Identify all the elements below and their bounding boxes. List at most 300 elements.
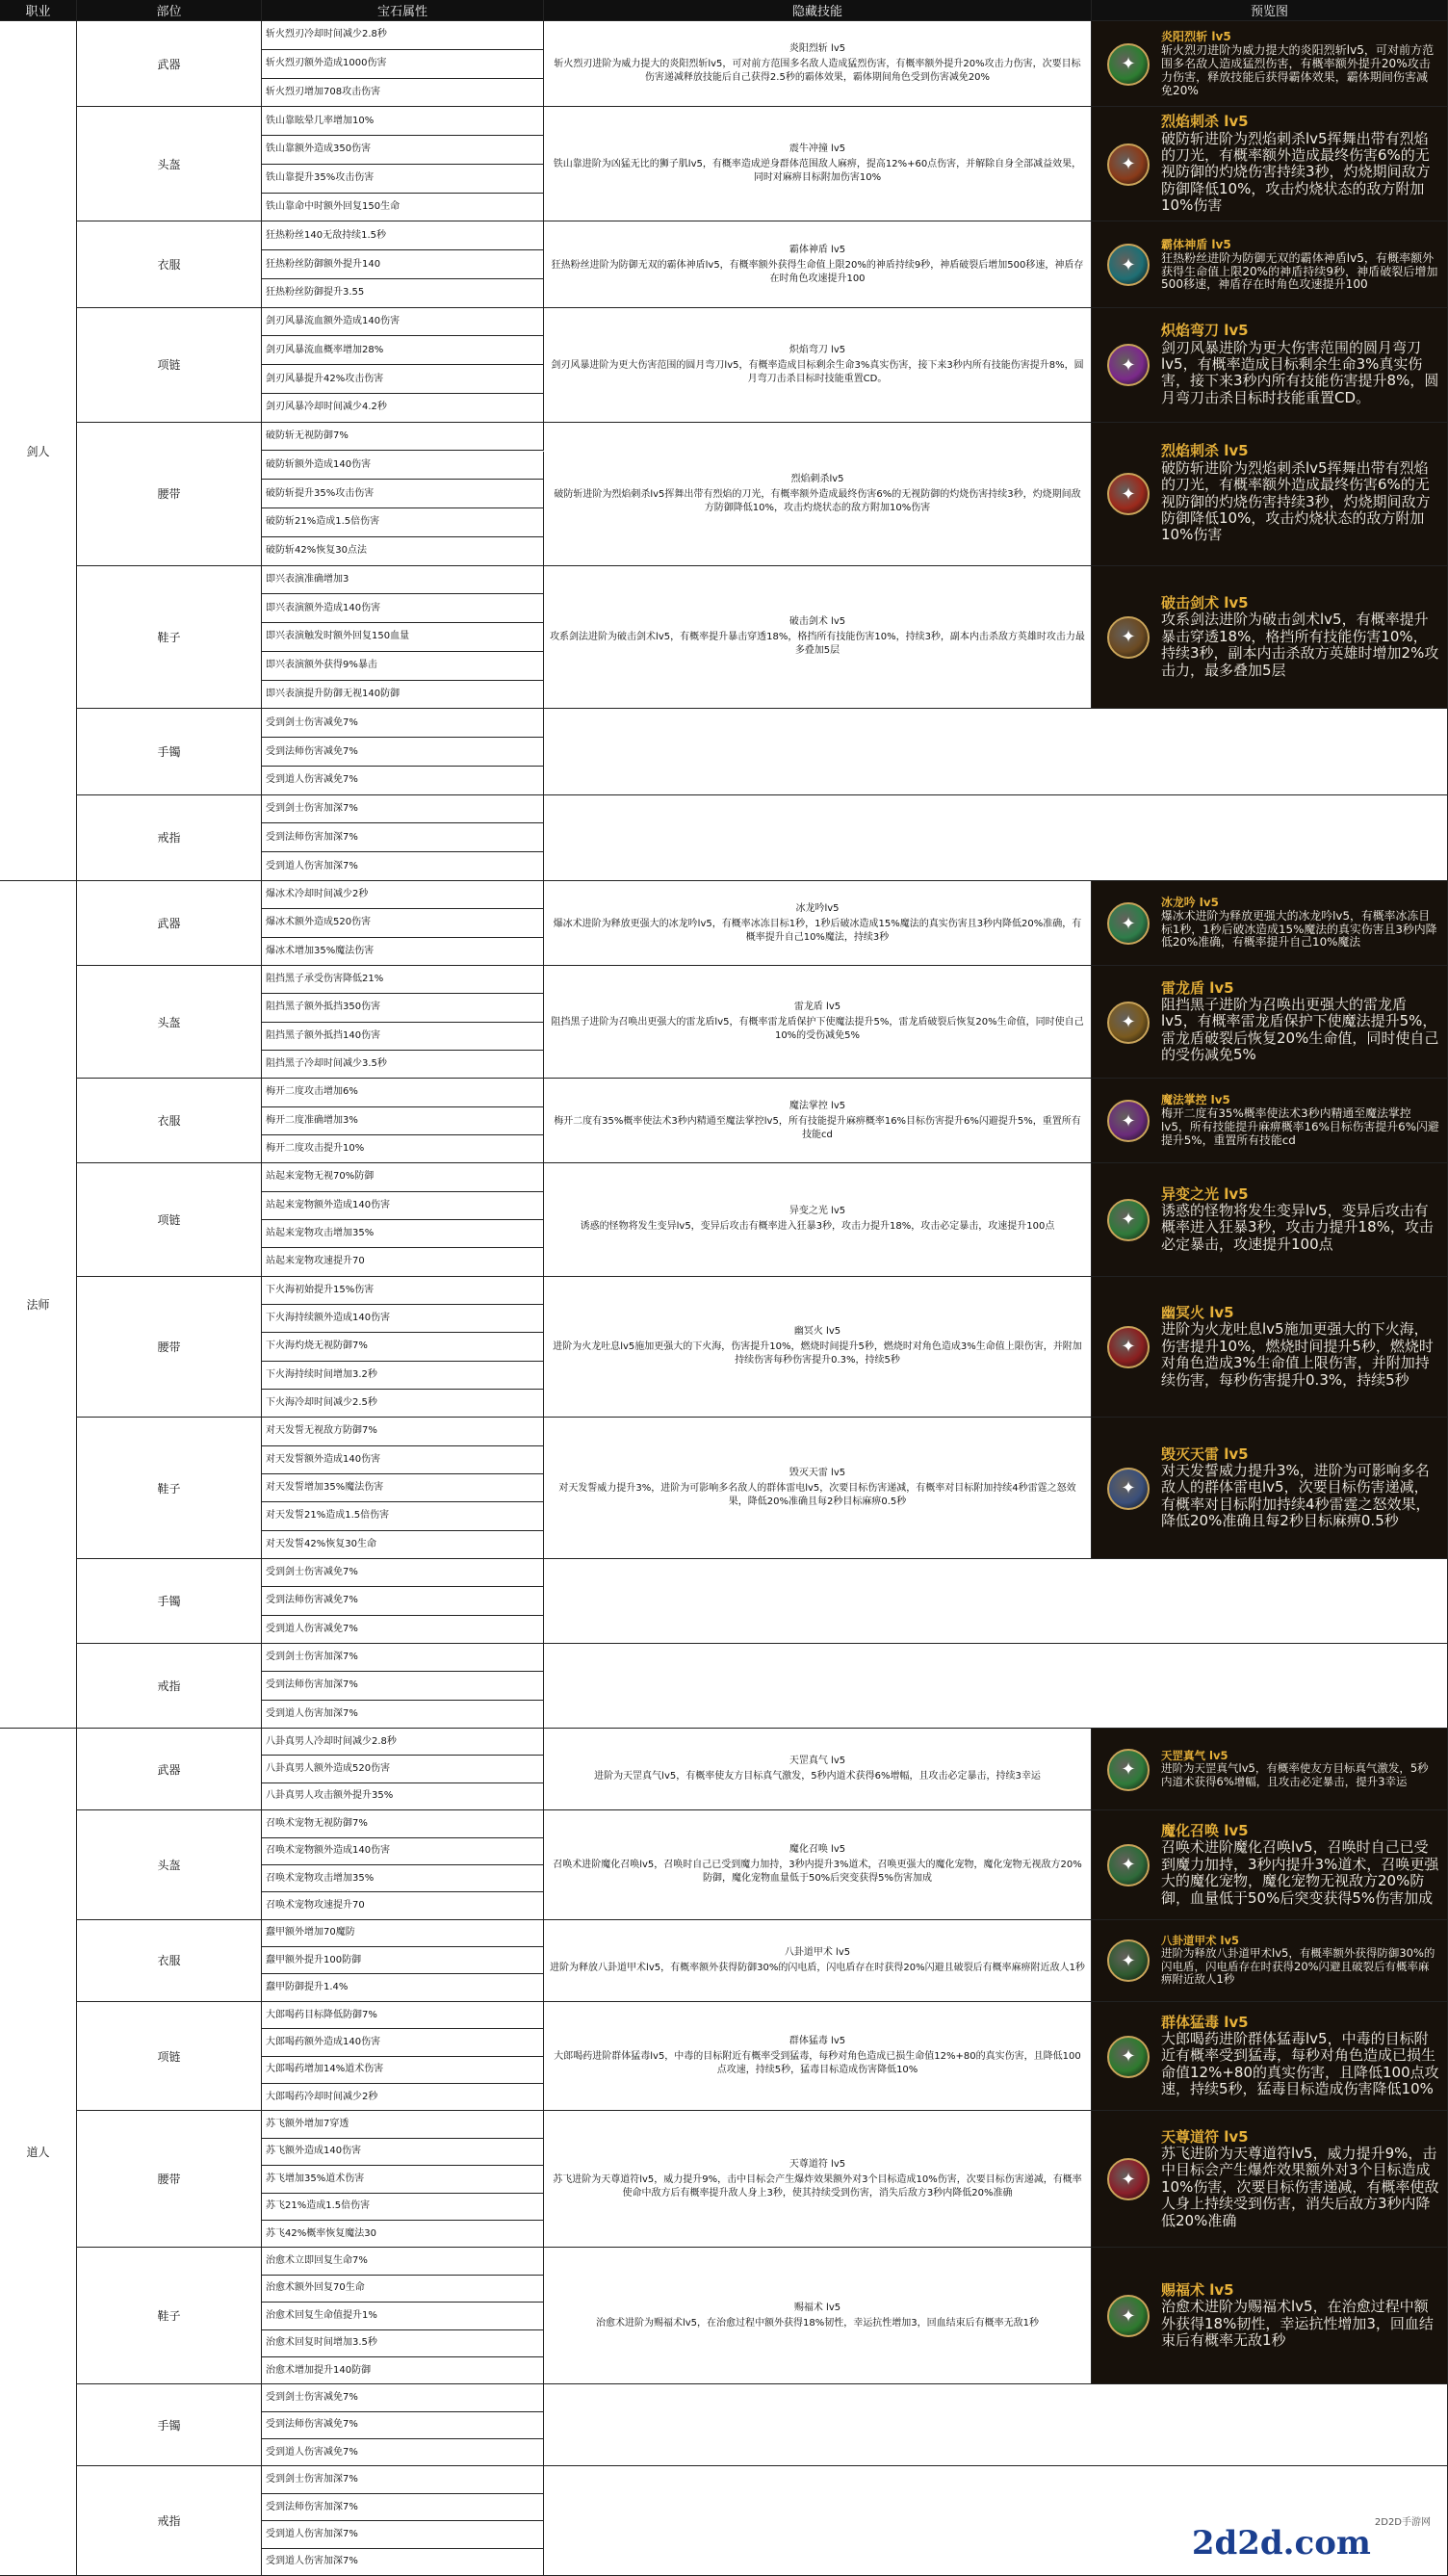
gem-attribute-text: 破防斩额外造成140伤害 — [266, 458, 372, 470]
gem-attribute-text: 受到剑士伤害减免7% — [266, 716, 358, 728]
preview-text-block — [1161, 427, 1439, 561]
preview-skill-text: 进阶为释放八卦道甲术lv5，有概率额外获得防御30%的闪电盾，闪电盾存在时获得20%闪避且破裂后有概率麻痹附近敌人1秒 — [1161, 1946, 1435, 1987]
hidden-skill-cell — [544, 2111, 1092, 2248]
part-name: 腰带 — [157, 1340, 181, 1354]
taoist-talisman-icon: ✦ — [1107, 2158, 1150, 2200]
gem-attribute-text: 对天发誓增加35%魔法伤害 — [266, 1482, 384, 1494]
gem-attribute-cell — [262, 1974, 544, 2001]
part-name: 项链 — [157, 358, 181, 373]
gem-attribute-cell — [262, 2439, 544, 2466]
skill-description: 进阶为天罡真气lv5，有概率使友方目标真气激发，5秒内道术获得6%增幅，且攻击必定暴击，持续3幸运 — [594, 1771, 1041, 1782]
gem-attribute-text: 蠢甲额外提升100防御 — [266, 1954, 362, 1965]
part-name: 戒指 — [157, 2514, 181, 2529]
gem-attribute-text: 阻挡黑子冷却时间减少3.5秒 — [266, 1058, 387, 1070]
poison-cloud-icon: ✦ — [1107, 2036, 1150, 2078]
preview-text-block — [1161, 2251, 1439, 2380]
part-name: 手镯 — [157, 745, 181, 760]
gem-attribute-text: 受到剑士伤害加深7% — [266, 1652, 358, 1663]
preview-skill-title: 魔化召唤 lv5 — [1161, 1821, 1249, 1839]
gem-attribute-text: 下火海持续时间增加3.2秒 — [266, 1368, 377, 1380]
gem-attribute-text: 阻挡黑子额外抵挡140伤害 — [266, 1029, 381, 1041]
preview-skill-title: 烈焰刺杀 lv5 — [1161, 113, 1249, 131]
part-cell — [77, 221, 262, 307]
gem-attribute-text: 铁山靠提升35%攻击伤害 — [266, 172, 375, 184]
gem-attribute-cell — [262, 1920, 544, 1947]
gem-attribute-text: 狂热粉丝防御提升3.55 — [266, 287, 365, 299]
gem-attribute-text: 八卦真男人额外造成520伤害 — [266, 1763, 391, 1775]
skill-description: 狂热粉丝进阶为防御无双的霸体神盾lv5，有概率额外获得生命值上限20%的神盾持续9秒，神盾破裂后增加500移速，神盾存在时角色攻速提升100 — [551, 259, 1084, 284]
gem-attribute-cell — [262, 107, 544, 136]
gem-attribute-text: 剑刃风暴流血额外造成140伤害 — [266, 316, 401, 327]
hidden-skill-cell — [544, 2248, 1092, 2384]
hidden-skill-cell — [544, 566, 1092, 710]
hidden-skill-cell — [544, 2002, 1092, 2112]
preview-skill-text: 剑刃风暴进阶为更大伤害范围的圆月弯刀lv5，有概率造成目标剩余生命3%真实伤害，接下来3秒内所有技能伤害提升8%，圆月弯刀击杀目标时技能重置CD。 — [1161, 338, 1439, 406]
gem-attribute-cell — [262, 2166, 544, 2193]
gem-attribute-cell — [262, 2194, 544, 2221]
part-cell — [77, 1644, 262, 1729]
gem-attribute-text: 下火海冷却时间减少2.5秒 — [266, 1397, 377, 1409]
gem-attribute-text: 站起来宠物攻速提升70 — [266, 1256, 365, 1267]
gem-attribute-cell — [262, 1079, 544, 1106]
skill-description: 剑刃风暴进阶为更大伤害范围的圆月弯刀lv5，有概率造成目标剩余生命3%真实伤害，接下来3秒内所有技能伤害提升8%，圆月弯刀击杀目标时技能重置CD。 — [551, 359, 1084, 384]
gem-attribute-text: 受到道人伤害加深7% — [266, 2556, 358, 2567]
gem-attribute-text: 剑刃风暴冷却时间减少4.2秒 — [266, 402, 387, 413]
gem-attribute-text: 受到道人伤害减免7% — [266, 774, 358, 786]
part-name: 戒指 — [157, 1679, 181, 1693]
preview-text-block — [1161, 885, 1439, 961]
gem-attribute-text: 蠢甲防御提升1.4% — [266, 1982, 349, 1993]
gem-attribute-text: 受到道人伤害加深7% — [266, 860, 358, 872]
gem-attribute-cell — [262, 2111, 544, 2138]
gem-attribute-text: 召唤术宠物攻速提升70 — [266, 1900, 365, 1911]
preview-skill-text: 斩火烈刃进阶为威力提大的炎阳烈斩lv5，可对前方范围多名敌人造成猛烈伤害，有概率额外提升20%攻击力伤害，释放技能后获得霸体效果，霸体期间伤害减免20% — [1161, 43, 1435, 98]
gem-attribute-cell — [262, 2139, 544, 2166]
gem-attribute-text: 下火海初始提升15%伤害 — [266, 1284, 375, 1295]
skill-description: 攻系剑法进阶为破击剑术lv5，有概率提升暴击穿透18%，格挡所有技能伤害10%，持续3秒，副本内击杀敌方英雄时攻击力最多叠加5层 — [550, 632, 1085, 657]
skill-preview-card — [1092, 107, 1448, 221]
skill-description: 对天发誓威力提升3%，进阶为可影响多名敌人的群体雷电lv5，次要目标伤害递减，有概率对目标附加持续4秒雷霆之怒效果，降低20%准确且每2秒目标麻痹0.5秒 — [558, 1483, 1076, 1508]
skill-description: 进阶为释放八卦道甲术lv5，有概率额外获得防御30%的闪电盾，闪电盾存在时获得20%闪避且破裂后有概率麻痹附近敌人1秒 — [550, 1962, 1085, 1973]
gem-attribute-cell — [262, 2002, 544, 2029]
bagua-armor-icon: ✦ — [1107, 1939, 1150, 1982]
gem-attribute-text: 大郎喝药冷却时间减少2秒 — [266, 2091, 378, 2102]
gem-attribute-cell — [262, 1810, 544, 1837]
gem-attribute-cell — [262, 909, 544, 937]
preview-skill-text: 狂热粉丝进阶为防御无双的霸体神盾lv5，有概率额外获得生命值上限20%的神盾持续9秒，神盾破裂后增加500移速，神盾存在时角色攻速提升100 — [1161, 250, 1438, 292]
empty-skill-cell — [544, 795, 1448, 881]
gem-attribute-text: 治愈术立即回复生命7% — [266, 2255, 368, 2267]
gem-attribute-text: 破防斩无视防御7% — [266, 430, 349, 442]
preview-text-block — [1161, 1924, 1439, 1997]
part-cell — [77, 1729, 262, 1810]
glowing-ring-icon: ✦ — [1107, 43, 1150, 86]
part-cell — [77, 2384, 262, 2466]
skill-name: 炽焰弯刀 lv5 — [789, 344, 846, 355]
part-name: 头盔 — [157, 1858, 181, 1872]
skill-preview-card — [1092, 1920, 1448, 2002]
preview-skill-title: 天罡真气 lv5 — [1161, 1749, 1228, 1763]
gem-attribute-cell — [262, 1192, 544, 1220]
part-cell — [77, 2248, 262, 2384]
skill-name: 幽冥火 lv5 — [793, 1326, 841, 1338]
hidden-skill-cell — [544, 1810, 1092, 1920]
gem-attribute-cell — [262, 21, 544, 50]
part-name: 武器 — [157, 1762, 181, 1777]
preview-text-block — [1161, 1421, 1439, 1554]
skill-preview-card — [1092, 566, 1448, 710]
gem-attribute-text: 八卦真男人冷却时间减少2.8秒 — [266, 1735, 397, 1747]
gem-attribute-cell — [262, 2466, 544, 2493]
watermark-logo: 2d2d.com — [1191, 2524, 1371, 2563]
gem-attribute-text: 梅开二度攻击提升10% — [266, 1143, 365, 1155]
gem-attribute-text: 即兴表演额外造成140伤害 — [266, 602, 381, 613]
gem-attribute-cell — [262, 823, 544, 852]
part-cell — [77, 1163, 262, 1276]
preview-skill-text: 爆冰术进阶为释放更强大的冰龙吟lv5，有概率冰冻目标1秒，1秒后破冰造成15%魔法的真实伤害且3秒内降低20%准确，有概率提升自己10%魔法 — [1161, 908, 1437, 950]
gem-attribute-text: 破防斩21%造成1.5倍伤害 — [266, 516, 380, 528]
sword-strike-icon: ✦ — [1107, 616, 1150, 659]
gem-attribute-text: 对天发誓21%造成1.5倍伤害 — [266, 1510, 390, 1522]
gem-attribute-text: 苏飞21%造成1.5倍伤害 — [266, 2200, 371, 2212]
gem-attribute-text: 对天发誓额外造成140伤害 — [266, 1453, 381, 1465]
demon-summon-icon: ✦ — [1107, 1844, 1150, 1886]
part-name: 鞋子 — [157, 1481, 181, 1496]
gem-attribute-text: 铁山靠额外造成350伤害 — [266, 143, 372, 155]
profession-cell — [0, 881, 77, 1729]
gem-attribute-cell — [262, 1701, 544, 1729]
gem-attribute-cell — [262, 279, 544, 308]
skill-preview-card — [1092, 1729, 1448, 1810]
gem-attribute-cell — [262, 623, 544, 652]
part-name: 项链 — [157, 1212, 181, 1227]
skill-preview-card — [1092, 423, 1448, 566]
gem-attribute-text: 铁山靠眩晕几率增加10% — [266, 115, 375, 126]
empty-skill-cell — [544, 2384, 1448, 2466]
gem-attribute-cell — [262, 1531, 544, 1559]
part-name: 腰带 — [157, 2173, 181, 2187]
preview-skill-title: 雷龙盾 lv5 — [1161, 978, 1234, 997]
skill-name: 八卦道甲术 lv5 — [784, 1946, 851, 1958]
magic-palm-icon: ✦ — [1107, 1100, 1150, 1142]
gem-attribute-cell — [262, 1502, 544, 1530]
skill-preview-card — [1092, 2002, 1448, 2112]
shield-orb-icon: ✦ — [1107, 244, 1150, 286]
skill-preview-card — [1092, 2248, 1448, 2384]
part-name: 武器 — [157, 57, 181, 71]
skill-description: 铁山靠进阶为凶猛无比的狮子肌lv5，有概率造成逆身群体范围敌人麻痹，提高12%+60点伤害，并解除自身全部减益效果，同时对麻痹目标附加伤害10% — [553, 159, 1082, 184]
gem-attribute-text: 梅开二度准确增加3% — [266, 1114, 358, 1126]
header-label: 隐藏技能 — [791, 5, 842, 19]
skill-description: 破防斩进阶为烈焰刺杀lv5挥舞出带有烈焰的刀光，有概率额外造成最终伤害6%的无视防御的灼烧伤害持续3秒，灼烧期间敌方防御降低10%，攻击灼烧状态的敌方附加10%伤害 — [554, 488, 1081, 513]
skill-description: 阻挡黑子进阶为召唤出更强大的雷龙盾lv5，有概率雷龙盾保护下使魔法提升5%，雷龙盾破裂后恢复20%生命值，同时使自己10%的受伤减免5% — [551, 1017, 1084, 1042]
hidden-skill-cell — [544, 1079, 1092, 1163]
preview-skill-title: 霸体神盾 lv5 — [1161, 237, 1231, 251]
header-gem-attr — [262, 0, 544, 21]
part-name: 腰带 — [157, 487, 181, 502]
part-name: 头盔 — [157, 1015, 181, 1029]
gem-attribute-cell — [262, 194, 544, 222]
gem-attribute-cell — [262, 79, 544, 108]
gem-attribute-cell — [262, 50, 544, 79]
gem-attribute-cell — [262, 1023, 544, 1051]
part-cell — [77, 566, 262, 710]
gem-attribute-text: 即兴表演额外获得9%暴击 — [266, 660, 377, 671]
gem-attribute-cell — [262, 1362, 544, 1390]
skill-preview-card — [1092, 1163, 1448, 1276]
gem-attribute-text: 受到法师伤害加深7% — [266, 831, 358, 843]
gem-attribute-cell — [262, 1616, 544, 1644]
gem-attribute-cell — [262, 1390, 544, 1418]
preview-skill-text: 召唤术进阶魔化召唤lv5，召唤时自己已受到魔力加持，3秒内提升3%道术，召唤更强大的魔化宠物，魔化宠物无视敌方20%防御，血量低于50%后突变获得5%伤害加成 — [1161, 1838, 1439, 1907]
preview-skill-text: 诱惑的怪物将发生变异lv5，变异后攻击有概率进入狂暴3秒，攻击力提升18%，攻击必定暴击，攻速提升100点 — [1161, 1202, 1434, 1253]
preview-skill-title: 异变之光 lv5 — [1161, 1184, 1249, 1203]
preview-skill-text: 破防斩进阶为烈焰刺杀lv5挥舞出带有烈焰的刀光，有概率额外造成最终伤害6%的无视防御的灼烧伤害持续3秒，灼烧期间敌方防御降低10%，攻击灼烧状态的敌方附加10%伤害 — [1161, 129, 1431, 215]
hidden-skill-cell — [544, 1729, 1092, 1810]
header-label: 宝石属性 — [376, 5, 427, 19]
profession-name: 剑人 — [26, 444, 50, 458]
gem-attribute-text: 苏飞额外增加7穿透 — [266, 2119, 349, 2130]
empty-skill-cell — [544, 709, 1448, 794]
header-label: 职业 — [25, 5, 51, 19]
gem-attribute-text: 治愈术增加提升140防御 — [266, 2364, 372, 2376]
gem-attribute-text: 受到法师伤害加深7% — [266, 1679, 358, 1691]
part-cell — [77, 107, 262, 221]
gem-attribute-text: 下火海持续额外造成140伤害 — [266, 1313, 391, 1324]
ice-dragon-icon: ✦ — [1107, 902, 1150, 945]
preview-skill-text: 对天发誓威力提升3%，进阶为可影响多名敌人的群体雷电lv5，次要目标伤害递减，有概率对目标附加持续4秒雷霆之怒效果，降低20%准确且每2秒目标麻痹0.5秒 — [1161, 1462, 1431, 1530]
gem-attribute-cell — [262, 1756, 544, 1782]
hidden-skill-cell — [544, 1277, 1092, 1418]
part-cell — [77, 2111, 262, 2248]
preview-skill-title: 赐福术 lv5 — [1161, 2281, 1234, 2300]
gem-attribute-text: 召唤术宠物无视防御7% — [266, 1817, 368, 1829]
gem-attribute-text: 召唤术宠物攻击增加35% — [266, 1872, 375, 1884]
gem-attribute-cell — [262, 2384, 544, 2411]
hidden-skill-cell — [544, 21, 1092, 107]
skill-name: 破击剑术 lv5 — [789, 616, 846, 628]
gem-attribute-cell — [262, 852, 544, 881]
gem-attribute-text: 即兴表演触发时额外回复150血量 — [266, 631, 410, 642]
gem-attribute-cell — [262, 2248, 544, 2275]
watermark-subtitle: 2D2D手游网 — [1374, 2517, 1431, 2528]
gem-attribute-cell — [262, 1248, 544, 1276]
gem-attribute-cell — [262, 1587, 544, 1615]
gem-attribute-text: 受到道人伤害减免7% — [266, 1623, 358, 1634]
gem-attribute-cell — [262, 1305, 544, 1333]
gem-attribute-text: 破防斩42%恢复30点法 — [266, 545, 367, 557]
part-cell — [77, 1418, 262, 1559]
gem-attribute-cell — [262, 2412, 544, 2439]
part-name: 手镯 — [157, 1595, 181, 1608]
gem-attribute-cell — [262, 795, 544, 824]
netherfire-icon: ✦ — [1107, 1326, 1150, 1368]
preview-skill-title: 幽冥火 lv5 — [1161, 1304, 1234, 1321]
skill-name: 毁灭天雷 lv5 — [789, 1468, 846, 1479]
preview-text-block — [1161, 312, 1439, 418]
skill-name: 天罡真气 lv5 — [789, 1756, 846, 1767]
skill-name: 炎阳烈斩 lv5 — [789, 43, 846, 55]
gem-attribute-text: 爆冰术冷却时间减少2秒 — [266, 889, 369, 900]
skill-description: 治愈术进阶为赐福术lv5，在治愈过程中额外获得18%韧性，幸运抗性增加3，回血结束后有概率无敌1秒 — [595, 2317, 1039, 2329]
part-name: 手镯 — [157, 2418, 181, 2433]
gem-attribute-text: 大郎喝药额外造成140伤害 — [266, 2036, 381, 2047]
gem-attribute-text: 斩火烈刃增加708攻击伤害 — [266, 86, 381, 97]
gem-attribute-text: 受到剑士伤害加深7% — [266, 2474, 358, 2485]
gem-attribute-text: 蠢甲额外增加70魔防 — [266, 1927, 355, 1939]
preview-text-block — [1161, 1167, 1439, 1271]
gem-attribute-cell — [262, 1644, 544, 1672]
gem-attribute-text: 受到剑士伤害加深7% — [266, 803, 358, 815]
gem-attribute-text: 狂热粉丝140无敌持续1.5秒 — [266, 229, 386, 241]
gem-attribute-text: 站起来宠物额外造成140伤害 — [266, 1199, 391, 1210]
preview-skill-title: 魔法掌控 lv5 — [1161, 1093, 1230, 1107]
gem-attribute-text: 苏飞额外造成140伤害 — [266, 2146, 362, 2157]
part-name: 戒指 — [157, 831, 181, 846]
gem-attribute-cell — [262, 1559, 544, 1587]
part-cell — [77, 2466, 262, 2576]
part-cell — [77, 1079, 262, 1163]
mutation-light-icon: ✦ — [1107, 1199, 1150, 1241]
part-cell — [77, 21, 262, 107]
preview-skill-title: 毁灭天雷 lv5 — [1161, 1444, 1249, 1463]
gem-attribute-cell — [262, 1107, 544, 1135]
header-part — [77, 0, 262, 21]
crescent-blade-icon: ✦ — [1107, 344, 1150, 386]
gem-attribute-cell — [262, 1729, 544, 1756]
skill-preview-card — [1092, 1810, 1448, 1920]
gem-attribute-cell — [262, 2549, 544, 2576]
part-cell — [77, 1559, 262, 1644]
skill-name: 冰龙吟lv5 — [795, 902, 840, 914]
profession-cell — [0, 21, 77, 881]
skill-name: 异变之光 lv5 — [789, 1206, 846, 1217]
gem-attribute-cell — [262, 365, 544, 394]
skill-name: 霸体神盾 lv5 — [789, 244, 846, 255]
skill-preview-card — [1092, 1277, 1448, 1418]
skill-name: 群体猛毒 lv5 — [789, 2036, 846, 2047]
part-cell — [77, 709, 262, 794]
gem-attribute-cell — [262, 652, 544, 681]
gem-attribute-cell — [262, 336, 544, 365]
gem-attribute-text: 受到法师伤害减免7% — [266, 1595, 358, 1606]
gem-attribute-cell — [262, 537, 544, 566]
skill-preview-card — [1092, 2111, 1448, 2248]
gem-attribute-cell — [262, 1783, 544, 1810]
claw-slash-icon: ✦ — [1107, 143, 1150, 186]
preview-text-block — [1161, 1732, 1439, 1806]
gem-attribute-cell — [262, 136, 544, 165]
gem-attribute-cell — [262, 2494, 544, 2521]
preview-skill-title: 炽焰弯刀 lv5 — [1161, 322, 1249, 340]
gem-attribute-text: 治愈术额外回复70生命 — [266, 2282, 365, 2294]
header-hidden-skill — [544, 0, 1092, 21]
gem-attribute-cell — [262, 1051, 544, 1079]
preview-skill-title: 炎阳烈斩 lv5 — [1161, 30, 1231, 44]
skill-preview-card — [1092, 966, 1448, 1079]
gem-attribute-cell — [262, 738, 544, 767]
part-cell — [77, 423, 262, 566]
skill-preview-card — [1092, 221, 1448, 307]
header-label: 部位 — [156, 5, 182, 19]
skill-name: 烈焰刺杀lv5 — [790, 473, 844, 484]
preview-text-block — [1161, 1082, 1439, 1158]
hidden-skill-cell — [544, 308, 1092, 423]
skill-name: 魔化召唤 lv5 — [789, 1844, 846, 1856]
skill-description: 召唤术进阶魔化召唤lv5，召唤时自己已受到魔力加持，3秒内提升3%道术，召唤更强大的魔化宠物，魔化宠物无视敌方20%防御，魔化宠物血量低于50%后突变获得5%伤害加成 — [553, 1860, 1082, 1885]
skill-preview-card — [1092, 308, 1448, 423]
gem-attribute-text: 受到道人伤害减免7% — [266, 2446, 358, 2458]
preview-skill-text: 进阶为火龙吐息lv5施加更强大的下火海，伤害提升10%，燃烧时间提升5秒，燃烧时对角色造成3%生命值上限伤害，并附加持续伤害，每秒伤害提升0.3%，持续5秒 — [1161, 1320, 1434, 1389]
preview-skill-text: 大郎喝药进阶群体猛毒lv5，中毒的目标附近有概率受到猛毒，每秒对角色造成已损生命值12%+80的真实伤害，且降低100点攻速，持续5秒，猛毒目标造成伤害降低10% — [1161, 2030, 1439, 2098]
gem-attribute-cell — [262, 452, 544, 481]
skill-description: 爆冰术进阶为释放更强大的冰龙吟lv5，有概率冰冻目标1秒，1秒后破冰造成15%魔法的真实伤害且3秒内降低20%准确，有概率提升自己10%魔法，持续3秒 — [553, 918, 1082, 943]
skill-name: 雷龙盾 lv5 — [793, 1002, 841, 1013]
preview-text-block — [1161, 111, 1439, 217]
skill-preview-card — [1092, 881, 1448, 966]
skill-description: 斩火烈刃进阶为威力提大的炎阳烈斩lv5，可对前方范围多名敌人造成猛烈伤害，有概率额外提升20%攻击力伤害，次要目标伤害递减释放技能后自己获得2.5秒的霸体效果，霸体期间角色受到伤害减免20% — [554, 59, 1081, 84]
empty-skill-cell — [544, 1644, 1448, 1729]
gem-attribute-cell — [262, 1333, 544, 1361]
gem-attribute-cell — [262, 1947, 544, 1974]
profession-name: 法师 — [26, 1298, 50, 1312]
preview-skill-text: 治愈术进阶为赐福术lv5，在治愈过程中额外获得18%韧性，幸运抗性增加3，回血结束后有概率无敌1秒 — [1161, 2298, 1434, 2350]
hidden-skill-cell — [544, 966, 1092, 1079]
gem-attribute-text: 召唤术宠物额外造成140伤害 — [266, 1845, 391, 1857]
gem-attribute-text: 阻挡黑子承受伤害降低21% — [266, 974, 384, 985]
gem-attribute-text: 爆冰术增加35%魔法伤害 — [266, 945, 375, 956]
hidden-skill-cell — [544, 1163, 1092, 1276]
skill-description: 大郎喝药进阶群体猛毒lv5，中毒的目标附近有概率受到猛毒，每秒对角色造成已损生命值12%+80的真实伤害，且降低100点攻速，持续5秒，猛毒目标造成伤害降低10% — [554, 2051, 1081, 2076]
preview-skill-text: 苏飞进阶为天尊道符lv5，威力提升9%，击中目标会产生爆炸效果额外对3个目标造成10%伤害，次要目标伤害递减，有概率使敌人身上持续受到伤害，消失后敌方3秒内降低20%准确 — [1161, 2145, 1439, 2229]
gem-attribute-text: 苏飞增加35%道术伤害 — [266, 2173, 365, 2184]
gem-attribute-cell — [262, 1418, 544, 1445]
preview-text-block — [1161, 25, 1439, 102]
gem-attribute-text: 受到法师伤害减免7% — [266, 745, 358, 757]
skill-description: 梅开二度有35%概率使法术3秒内精通至魔法掌控lv5，所有技能提升麻痹概率16%目标伤害提升6%闪避提升5%，重置所有技能cd — [554, 1115, 1081, 1140]
gem-attribute-cell — [262, 1220, 544, 1248]
gem-attribute-cell — [262, 767, 544, 795]
gem-attribute-text: 狂热粉丝防御额外提升140 — [266, 258, 381, 270]
preview-text-block — [1161, 570, 1439, 705]
gem-attribute-cell — [262, 1892, 544, 1919]
gem-attribute-cell — [262, 2357, 544, 2384]
profession-cell — [0, 1729, 77, 2576]
blessing-icon: ✦ — [1107, 2295, 1150, 2337]
part-cell — [77, 308, 262, 423]
gem-attribute-text: 受到法师伤害减免7% — [266, 2419, 358, 2431]
gem-attribute-text: 八卦真男人攻击额外提升35% — [266, 1790, 394, 1802]
gem-attribute-cell — [262, 709, 544, 738]
gem-attribute-text: 阻挡黑子额外抵挡350伤害 — [266, 1002, 381, 1013]
preview-skill-text: 阻挡黑子进阶为召唤出更强大的雷龙盾lv5，有概率雷龙盾保护下使魔法提升5%，雷龙盾破裂后恢复20%生命值，同时使自己的受伤减免5% — [1161, 996, 1439, 1064]
gem-attribute-cell — [262, 165, 544, 194]
part-name: 项链 — [157, 2049, 181, 2064]
gem-attribute-cell — [262, 2303, 544, 2329]
gem-attribute-cell — [262, 1135, 544, 1163]
preview-skill-text: 进阶为天罡真气lv5，有概率使友方目标真气激发，5秒内道术获得6%增幅，且攻击必定暴击，提升3幸运 — [1161, 1761, 1429, 1788]
skill-name: 天尊道符 lv5 — [789, 2158, 846, 2170]
gem-attribute-cell — [262, 2057, 544, 2084]
gem-attribute-cell — [262, 2330, 544, 2357]
gem-attribute-text: 剑刃风暴提升42%攻击伤害 — [266, 373, 384, 384]
skill-name: 震牛冲撞 lv5 — [789, 143, 846, 155]
gem-attribute-text: 下火海灼烧无视防御7% — [266, 1340, 368, 1352]
gem-attribute-cell — [262, 2221, 544, 2248]
skill-preview-card — [1092, 1079, 1448, 1163]
preview-text-block — [1161, 2006, 1439, 2107]
gem-attribute-text: 对天发誓42%恢复30生命 — [266, 1538, 376, 1549]
